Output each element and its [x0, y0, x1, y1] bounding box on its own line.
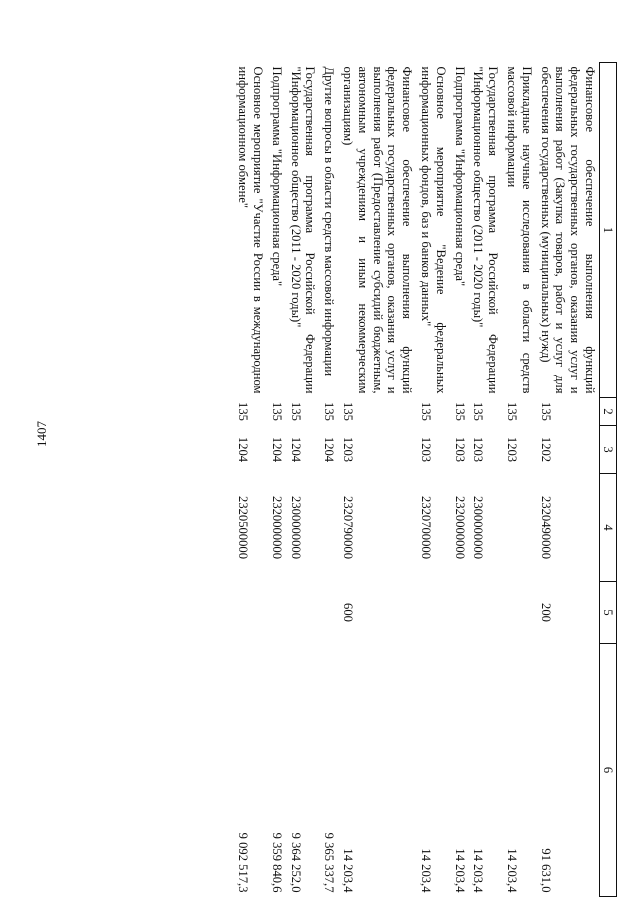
row-vr: 600 — [341, 603, 356, 622]
row-csr — [319, 474, 338, 582]
row-vr — [233, 582, 267, 644]
table-row — [267, 63, 286, 897]
row-gr: 135 — [341, 402, 356, 421]
row-csr: 2300000000 — [471, 496, 486, 559]
row-csr: 2320490000 — [538, 496, 553, 559]
row-gr: 135 — [471, 402, 486, 421]
row-rz: 1203 — [505, 436, 520, 463]
column-header: 4 — [600, 474, 617, 582]
budget-table — [233, 62, 617, 897]
row-sum: 9 092 517,3 — [236, 832, 251, 893]
row-name: Другие вопросы в области средств массовой информации — [322, 66, 337, 377]
row-gr: 135 — [322, 402, 337, 421]
table-row — [416, 63, 450, 897]
row-vr — [450, 582, 469, 644]
row-sum: 14 203,4 — [419, 848, 434, 893]
row-csr: 2320700000 — [419, 496, 434, 559]
row-csr: 2320500000 — [236, 496, 251, 559]
row-gr: 135 — [288, 402, 303, 421]
row-name: Государственная программа Российской Федерации "Информационное общество (2011 - 2020 годы)" — [288, 66, 318, 394]
row-rz: 1203 — [341, 436, 356, 463]
row-name: Финансовое обеспечение выполнения функций федеральных государственных органов, оказания услуг и выполнения работ (Закупка товаров, работ и услуг для обеспечения государственных (муниципальных) нужд) — [538, 66, 597, 394]
row-rz: 1203 — [452, 436, 467, 463]
row-sum: 91 631,0 — [538, 848, 553, 893]
row-csr — [502, 474, 536, 582]
row-name: Подпрограмма "Информационная среда" — [269, 66, 284, 287]
row-sum: 14 203,4 — [341, 848, 356, 893]
column-header: 6 — [600, 644, 617, 897]
table-row — [233, 63, 267, 897]
table-row — [502, 63, 536, 897]
row-sum: 9 364 252,0 — [288, 832, 303, 893]
row-vr: 200 — [538, 603, 553, 622]
row-rz: 1204 — [322, 436, 337, 463]
row-gr: 135 — [419, 402, 434, 421]
row-csr: 2320790000 — [341, 496, 356, 559]
column-header: 1 — [600, 63, 617, 398]
row-rz: 1203 — [471, 436, 486, 463]
column-header: 2 — [600, 398, 617, 426]
row-gr: 135 — [269, 402, 284, 421]
row-name: Основное мероприятие "Ведение федеральных информационных фондов, баз и банков данных" — [419, 66, 448, 394]
column-header: 5 — [600, 582, 617, 644]
row-gr: 135 — [236, 402, 251, 421]
column-header: 3 — [600, 426, 617, 474]
table-row — [319, 63, 338, 897]
row-vr — [286, 582, 320, 644]
row-name: Финансовое обеспечение выполнения функций федеральных государственных органов, оказания услуг и выполнения работ (Предоставление субсидий бюджетным, автономным учреждениям и иным некоммерческим организациям) — [341, 66, 415, 394]
row-vr — [319, 582, 338, 644]
row-csr: 2320000000 — [452, 496, 467, 559]
table-row — [338, 63, 416, 897]
row-gr: 135 — [452, 402, 467, 421]
row-sum: 9 359 840,6 — [269, 832, 284, 893]
row-sum: 9 365 337,7 — [322, 832, 337, 893]
row-vr — [416, 582, 450, 644]
header-row — [600, 63, 617, 897]
row-vr — [502, 582, 536, 644]
row-rz: 1204 — [269, 436, 284, 463]
row-sum: 14 203,4 — [452, 848, 467, 893]
table-row — [536, 63, 600, 897]
row-sum: 14 203,4 — [505, 848, 520, 893]
row-vr — [267, 582, 286, 644]
row-rz: 1204 — [288, 436, 303, 463]
row-vr — [469, 582, 503, 644]
row-rz: 1204 — [236, 436, 251, 463]
row-csr: 2320000000 — [269, 496, 284, 559]
row-name: Основное мероприятие "Участие России в международном информационном обмене" — [236, 66, 266, 394]
rotated-page — [77, 62, 617, 896]
row-csr: 2300000000 — [288, 496, 303, 559]
page-number: 1407 — [34, 421, 49, 447]
table-row — [450, 63, 469, 897]
table-row — [286, 63, 320, 897]
row-name: Прикладные научные исследования в области средств массовой информации — [505, 66, 534, 394]
row-rz: 1202 — [538, 436, 553, 463]
row-name: Подпрограмма "Информационная среда" — [452, 66, 467, 287]
row-sum: 14 203,4 — [471, 848, 486, 893]
row-gr: 135 — [505, 402, 520, 421]
table-row — [469, 63, 503, 897]
row-name: Государственная программа Российской Федерации "Информационное общество (2011 - 2020 годы)" — [471, 66, 501, 394]
row-gr: 135 — [538, 402, 553, 421]
row-rz: 1203 — [419, 436, 434, 463]
